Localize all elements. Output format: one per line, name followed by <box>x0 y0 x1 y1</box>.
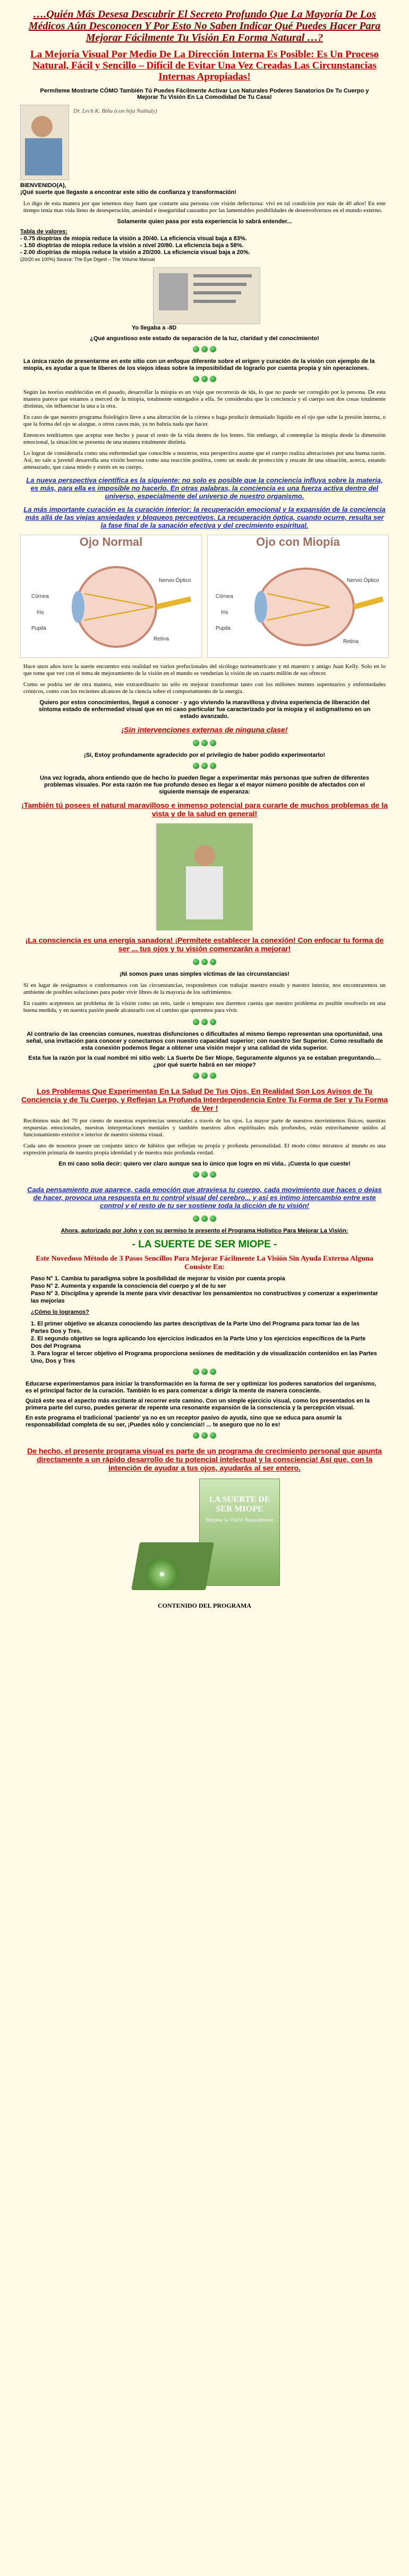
highlight-blue-1: La nueva perspectiva científica es la siguiente: no solo es posible que la conciencia influya sobre la materia, es más, para ella es imposible no hacerlo. En otras palabras, la conciencia es una fuerza activa dentro del universo, especialmente del universo de nuestro organismo. <box>26 476 383 500</box>
program-subtitle: Este Novedoso Método de 3 Pasos Sencillos Para Mejorar Fácilmente La Visión Sin Ayuda Externa Alguna Consiste En: <box>36 1255 373 1271</box>
paragraph-19: Quizá este sea el aspecto más excitante al recorrer este camino. Con un simple ejercicio visual, como los presentados en la primera parte del curso, puedes generar de repente una resonante expansión de la consciencia y la percepción visual. <box>25 1398 370 1411</box>
paragraph-9: Como se podría ser de otra manera, este extraordinario no sólo en mejorar transformar tanto con los miliones mentes supermarios y enfermedades crónicos, como con los recientes alcances de la ciencia sobre el comportamiento de la energía. <box>23 681 386 695</box>
divider-dots <box>20 1171 389 1180</box>
paragraph-3: La única razón de presentarme en este sitio con un enfoque diferente sobre el origen y curación de la visión con ejemplo de la miopía, es ayudar a que te liberes de los viejos ideas sobre la imposibilidad de lograrlo por cuenta propia y sin operaciones. <box>23 358 375 371</box>
divider-dots <box>20 739 389 749</box>
paragraph-13: En cuanto aceptemos un problema de la visión como un reto, tarde o temprano nos daremos cuenta que nuestro problema es posible resolverlo en una buena medida, y en nuestra pasión puede alcanzarlo con el camino que queremos para vivir. <box>23 1000 386 1013</box>
steps-list <box>31 1275 378 1305</box>
question-line: ¿Qué angustioso este estado de separación de la luz, claridad y del conocimiento! <box>90 335 319 342</box>
id-card-area <box>20 267 389 331</box>
eye-diagrams <box>20 535 389 658</box>
normal-eye-title: Ojo Normal <box>79 535 143 548</box>
myopia-eye-title: Ojo con Miopía <box>256 535 340 548</box>
label-iris: Iris <box>37 610 44 615</box>
label-nervio: Nervio Óptico <box>347 578 379 584</box>
values-title: Tabla de valores: <box>20 229 68 235</box>
label-cornea: Córnea <box>216 594 233 599</box>
highlight-blue-3: Cada pensamiento que aparece, cada emoción que atraviesa tu cuerpo, cada movimiento que haces o dejas de hacer, provoca una respuesta en tu control visual del cerebro... y así es intimo intercambio entre este control y el resto de tu ser sostiene toda la dicción de tu visión! <box>27 1186 382 1210</box>
product-image <box>125 1479 284 1595</box>
highlight-blue-2: La más importante curación es la curación interior: la recuperación emocional y la expansión de la conciencia más allá de las viejas ansiedades y bloqueos perceptivos. La recuperación óptica, cuando ocurre, resulta ser la fase final de la sanación efectiva y del crecimiento espiritual. <box>23 505 386 529</box>
value-line-2: - 1.50 dioptrías de miopía reduce la visión a nivel 20/80. La eficiencia baja a 58%. <box>20 242 244 249</box>
paragraph-14: Al contrario de las creencias comunes, nuestras disfunciones o dificultades al mismo tiempo representan una oportunidad, una señal, una invitación para conocer y conectarnos con nuestro capacidad superior; con nuestro Ser Superior. Como resultado de esta conexión podemos llegar a obtener una visión mejor y una calidad de vida superior. <box>26 1031 383 1051</box>
product-image-area <box>20 1479 389 1595</box>
paragraph-7: Lo lograr de considerarla como una enfermedad que conocible a nosotros, esta perspectiva asume que el cuerpo realiza alteraciones por una buena razón. Así, no sale a juvenil desarrolla una visión borrosa como una reacción positiva, como un modo de protección y rescate de una situación, acerca, estando amenazado, que causa miedo y estrés en su cuerpo. <box>23 450 386 470</box>
paragraph-20: En este programa el tradicional 'paciente' ya no es un receptor pasivo de ayuda, sino que se educa para asumir la responsabilidad completa de su ser, ¡Puedes sólo y conciencia!! ... te aseguro que no lo es! <box>25 1415 342 1428</box>
victims-line: ¡Ni somos pues unas simples víctimas de las circunstancias! <box>120 971 289 977</box>
paragraph-5: En caso de que nuestro programa fisiológico lleve a una alteración de la córnea o haga producir demasiado líquido en el ojo que sube la presión interna, o que la forma del ojo se alargue, o otros casos más, ya no habría nada que hacer. <box>23 414 386 427</box>
divider-dots <box>20 375 389 385</box>
step-1: Paso N° 1. Cambia tu paradigma sobre la posibilidad de mejorar tu visión por cuenta propia <box>31 1276 285 1282</box>
welcome-message: ¡Qué suerte que llegaste a encontrar este sitio de confianza y transformación! <box>20 189 237 196</box>
paragraph-1: Lo digo de esta manera por que tenemos muy buen que contarte una persona con visión defectuosa: vivi en tal condición por más de 40 años! En este tiempo tenía mas vida lleno de desesperación, ansiedad e inseguridad causados por las lamentables posibilidades de desenvolvernos en el mundo externo. <box>23 200 386 214</box>
step-3: Paso N° 3. Disciplina y aprende la mente para vivir desactivar los pensamientos no constructivos y comenzar a experimentar las mejorías <box>31 1290 378 1304</box>
highlight-red-4: De hecho, el presente programa visual es parte de un programa de crecimiento personal que apunta directamente a un rápido desarrollo de tu potencial intelectual y la consciencia! Así que, con la intención de ayudar a tus ojos, ayudarás al ser entero. <box>27 1447 382 1472</box>
garden-photo-area <box>20 823 389 931</box>
divider-dots <box>20 345 389 355</box>
subheadline: La Mejoría Visual Por Medio De La Dirección Interna Es Posible: Es Un Proceso Natural, Fácil y Sencillo – Difícil de Evitar Una Vez Creadas Las Circunstancias Internas Apropiadas! <box>30 49 379 82</box>
value-line-1: - 0.75 dioptrías de miopía reduce la visión a 20/40. La eficiencia visual baja a 83%. <box>20 235 247 242</box>
page <box>18 9 391 1610</box>
welcome-label: BIENVENIDO(A), <box>20 182 66 189</box>
how-item-3: 3. Para lograr el tercer objetivo el Programa proporciona sesiones de meditación y de visualización contenidos en las Partes Uno, Dos y Tres <box>31 1350 377 1364</box>
book-title: LA SUERTE DE SER MIOPE <box>209 1495 270 1514</box>
cd-disc <box>146 1558 178 1590</box>
highlight-red-1: ¡También tú posees el natural maravilloso e inmenso potencial para curarte de muchos problemas de la vista y de la salud en general! <box>21 801 388 818</box>
intro-text: Permíteme Mostrarte CÓMO También Tú Puedes Fácilmente Activar Los Naturales Poderes Sanatorios De Tu Cuerpo y Mejorar Tu Visión En La Comodidad De Tu Casa! <box>40 88 369 100</box>
divider-dots <box>20 1432 389 1441</box>
normal-eye-diagram <box>20 535 202 658</box>
paragraph-4: Según las teorías establecidas en el pasado, desarrollar la miopía es un viaje que recorrerás de ida, lo que no puede ser corregido por la persona. De esta manera parece que estamos a merced de la miopía, totalmente entregados a ella. Se consideraba que la conciencia y el cuerpo son dos cosas totalmente distintas, sin influenciar la una a la otra. <box>23 389 386 409</box>
paragraph-12: Si en lugar de resignamos o conformarnos con las circunstancias, respondemos con trabajar nuestro estado y nuestro interior, nos encontraremos un ambiente de posibles soluciones para poder vivir libres de la mayoría de los sufrimientos. <box>23 982 386 995</box>
label-iris: Iris <box>221 610 228 615</box>
divider-dots <box>20 762 389 772</box>
how-item-1: 1. El primer objetivo se alcanza conociendo las partes descriptivas de la Parte Uno del Programa para tomar las de las Partes Dos y Tres. <box>31 1321 360 1335</box>
highlight-red-3: Los Problemas Que Experimentas En La Salud De Tus Ojos, En Realidad Son Los Avisos de Tu Conciencia y de Tu Cuerpo, y Reflejan La Profunda Interdependencia Entre Tu Forma de Ser y Tu Forma de Ver ! <box>21 1087 388 1112</box>
paragraph-8: Hace unos años tuve la suerte encuentro esta realidad en varios prefucionales del sicólogo norteamericano y mi maestro y amigo Juan Kelly. Solo en lo que tome que vez con el tema de mejoramiento de la visión en el mundo se venderían la visión de un cuarto millón de sus ofrecer. <box>23 663 386 677</box>
how-item-2: 2. El segundo objetivo se logra aplicando los ejercicios indicados en la Parte Uno y los ejercicios específicos de la Parte Dos del Programa <box>31 1336 366 1349</box>
program-title: - LA SUERTE DE SER MIOPE - <box>132 1239 277 1250</box>
label-pupila: Pupila <box>31 626 46 631</box>
grateful-line: ¡Si, Estoy profundamente agradecido por el privilegio de haber podido experimentarlo! <box>83 752 326 758</box>
contents-title: CONTENIDO DEL PROGRAMA <box>157 1602 251 1609</box>
program-intro: Ahora, autorizado por John y con su permiso te presento el Programa Holístico Para Mejorar La Visión: <box>61 1228 348 1234</box>
divider-dots <box>20 1368 389 1378</box>
divider-dots <box>20 1072 389 1082</box>
highlight-red-2: ¡La consciencia es una energía sanadora! ¡Permítete establecer la conexión! Con enfocar tu forma de ser ... tus ojos y tu visión comenzarán a mejorar! <box>25 936 384 953</box>
author-photo <box>20 105 69 180</box>
value-line-3: - 2.00 dioptrías de miopía reduce la visión a 20/200. La eficiencia visual baja a 20%. <box>20 249 250 256</box>
author-block <box>20 105 389 180</box>
divider-dots <box>20 958 389 968</box>
label-retina: Retina <box>343 639 359 645</box>
headline: ….Quién Más Desesa Descubrir El Secreto Profundo Que La Mayoría De Los Médicos Aún Desconocen Y Por Esto No Saben Indicar Qué Puedes Hacer Para Mejorar Fácilmente Tu Visión En Forma Natural …? <box>28 9 381 44</box>
label-cornea: Córnea <box>31 594 49 599</box>
paragraph-6: Entonces tendríamos que aceptar este hecho y pasar el resto de la vida dentro de los lentes. Sin embargo, al contemplar la miopía desde la dimensión emocional, la situación se presenta de una manera totalmente distinta. <box>23 432 386 445</box>
step-2: Paso N° 2. Aumenta y expande la consciencia del cuerpo y el de tu ser <box>31 1283 226 1289</box>
id-card-image <box>153 267 260 324</box>
paragraph-16: Cada uno de nosotros posee un conjunto único de hábitos que reflejan su propia y profunda personalidad. El modo cómo miramos al mundo es una expresión primaria de nuestra propia identidad y de nuestra más profunda verdad. <box>23 1143 386 1156</box>
mission-line: Esta fue la razón por la cual nombré mi sitio web: La Suerte De Ser Miope, Seguramente algunos ya se estaban preguntando.... ¿por qué suerte habrá en ser miope? <box>28 1055 381 1068</box>
author-caption: Dr. Lech K. Biña (con hija Nathaly) <box>73 108 157 114</box>
paragraph-11: Una vez lograda, ahora entiendo que de hecho lo pueden llegar a experimentar más personas que sufren de diferentes problemas visuales. Por esta razón me fue profundo deseo es llegar a el mayor número posible de afectados con el siguiente mensaje de esperanza: <box>40 775 369 795</box>
paragraph-18: Educarse experimentamos para iniciar la transformación en la forma de ser y optimizar los poderes sanatorios del organismo, es el principal factor de la curación. También lo es para comenzar a dirigir la mente de manera consciente. <box>25 1381 377 1394</box>
values-note: (20/20 es 100%) Source: The Eye Digest – The Volume Manual <box>20 257 155 262</box>
divider-dots <box>20 1018 389 1028</box>
book-cover <box>199 1479 280 1586</box>
paragraph-17: En mi caso solía decir: quiero ver claro aunque sea lo único que logre en mi vida.. ¡Cuesta lo que cueste! <box>58 1161 351 1167</box>
label-pupila: Pupila <box>216 626 231 631</box>
id-card-caption: Yo llegaba a -8D <box>132 325 177 331</box>
paragraph-10: Quiero por estos conocimientos, llegué a conocer - y ago viviendo la maravillosa y divina experiencia de liberación del síntoma estado de enfermedad visual que en mi caso particular fue caracterizado por la miopía y el astigmatismo en un estado avanzado. <box>38 699 371 720</box>
myopia-eye-diagram <box>207 535 389 658</box>
paragraph-2: Solamente quien pasa por esta experiencia lo sabrá entender... <box>117 218 292 225</box>
myopia-eye-illustration <box>208 535 388 657</box>
garden-photo <box>156 823 253 931</box>
no-surgery-line: ¡Sin intervenciones externas de ninguna clase! <box>121 725 288 734</box>
how-title: ¿Cómo lo logramos? <box>31 1309 89 1315</box>
label-retina: Retina <box>154 636 169 642</box>
divider-dots <box>20 1215 389 1224</box>
book-subtitle: Mejorar la Visión Naturalmente <box>206 1517 274 1523</box>
paragraph-15: Recibimos más del 70 por ciento de nuestras experiencias sensoriales a través de los ojos. La mayor parte de nuestros movimientos físicos, nuestras respuestas emocionales, nuestras interpretaciones mentales y también nuestros altos espirituales más profundos, están estrechamente unidos al funcionamiento exterior e interior de nuestro sistema visual. <box>23 1118 386 1138</box>
values-block <box>20 229 389 263</box>
how-list <box>31 1320 378 1365</box>
label-nervio: Nervio Óptico <box>159 578 191 584</box>
